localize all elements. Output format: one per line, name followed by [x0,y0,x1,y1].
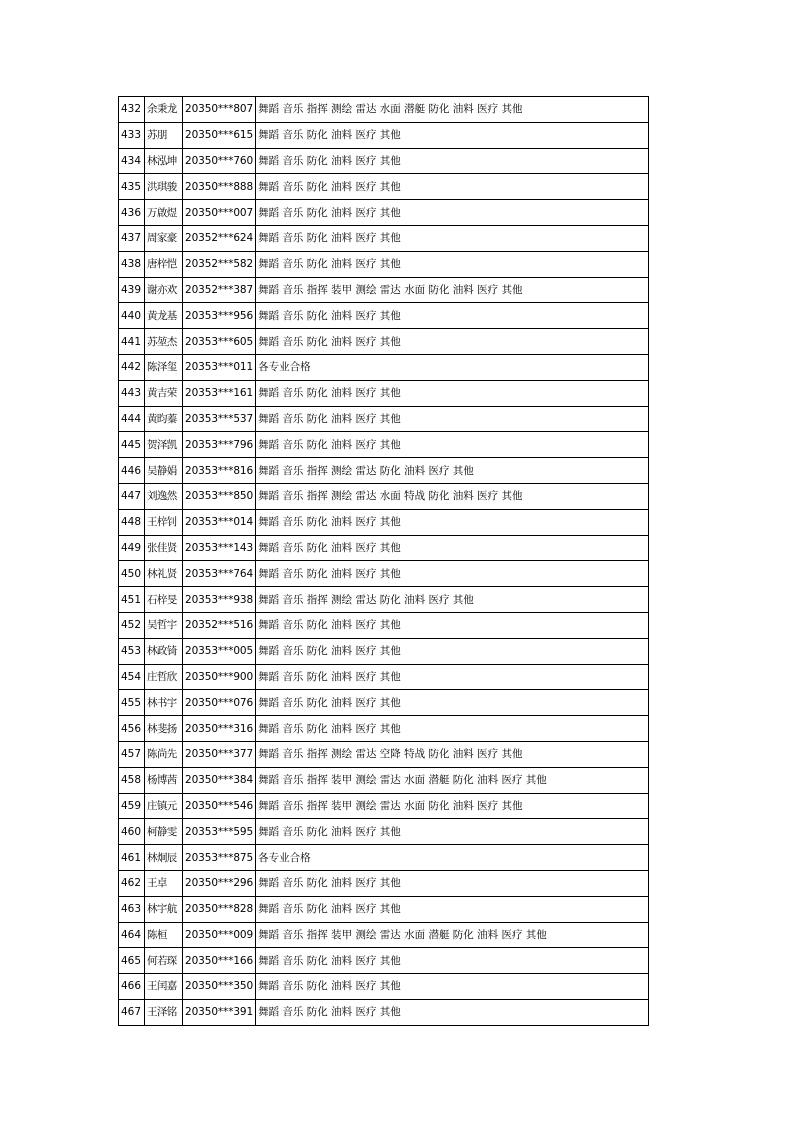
result-items-cell: 舞蹈 音乐 防化 油料 医疗 其他 [256,406,649,432]
row-number-cell: 462 [119,870,145,896]
student-name-cell: 王泽铭 [145,999,183,1025]
student-name-cell: 何若琛 [145,948,183,974]
student-name-cell: 黄龙基 [145,303,183,329]
student-id-cell: 20350***377 [183,741,256,767]
result-items-cell: 舞蹈 音乐 防化 油料 医疗 其他 [256,122,649,148]
table-row [119,200,649,226]
student-name-cell: 石梓旻 [145,587,183,613]
student-id-cell: 20353***850 [183,483,256,509]
table-row [119,277,649,303]
student-name-cell: 刘逸然 [145,483,183,509]
row-number-cell: 443 [119,380,145,406]
result-items-cell: 舞蹈 音乐 防化 油料 医疗 其他 [256,690,649,716]
result-items-cell: 舞蹈 音乐 防化 油料 医疗 其他 [256,380,649,406]
row-number-cell: 445 [119,432,145,458]
result-items-cell: 舞蹈 音乐 防化 油料 医疗 其他 [256,716,649,742]
result-items-cell: 舞蹈 音乐 指挥 测绘 雷达 空降 特战 防化 油料 医疗 其他 [256,741,649,767]
result-items-cell: 舞蹈 音乐 指挥 测绘 雷达 水面 特战 防化 油料 医疗 其他 [256,483,649,509]
table-row [119,741,649,767]
result-items-cell: 舞蹈 音乐 防化 油料 医疗 其他 [256,303,649,329]
student-id-cell: 20353***796 [183,432,256,458]
result-items-cell: 各专业合格 [256,845,649,871]
student-name-cell: 吴哲宇 [145,612,183,638]
student-id-cell: 20353***938 [183,587,256,613]
student-id-cell: 20350***316 [183,716,256,742]
student-id-cell: 20350***076 [183,690,256,716]
table-row [119,122,649,148]
student-name-cell: 庄镇元 [145,793,183,819]
student-id-cell: 20350***760 [183,148,256,174]
student-name-cell: 吴静娟 [145,458,183,484]
table-row [119,870,649,896]
student-id-cell: 20352***387 [183,277,256,303]
student-id-cell: 20350***007 [183,200,256,226]
row-number-cell: 457 [119,741,145,767]
table-row [119,251,649,277]
student-id-cell: 20350***900 [183,664,256,690]
row-number-cell: 463 [119,896,145,922]
table-row [119,380,649,406]
row-number-cell: 458 [119,767,145,793]
row-number-cell: 451 [119,587,145,613]
table-row [119,767,649,793]
student-id-cell: 20350***384 [183,767,256,793]
table-row [119,664,649,690]
student-id-cell: 20353***605 [183,329,256,355]
table-row [119,612,649,638]
row-number-cell: 441 [119,329,145,355]
row-number-cell: 432 [119,97,145,123]
table-row [119,999,649,1025]
student-id-cell: 20353***014 [183,509,256,535]
result-items-cell: 舞蹈 音乐 防化 油料 医疗 其他 [256,870,649,896]
result-items-cell: 舞蹈 音乐 指挥 测绘 雷达 防化 油料 医疗 其他 [256,587,649,613]
result-items-cell: 舞蹈 音乐 防化 油料 医疗 其他 [256,612,649,638]
result-items-cell: 舞蹈 音乐 防化 油料 医疗 其他 [256,432,649,458]
student-id-cell: 20350***546 [183,793,256,819]
table-row [119,716,649,742]
student-id-cell: 20353***161 [183,380,256,406]
result-items-cell: 舞蹈 音乐 防化 油料 医疗 其他 [256,329,649,355]
result-items-cell: 舞蹈 音乐 指挥 装甲 测绘 雷达 水面 防化 油料 医疗 其他 [256,793,649,819]
student-name-cell: 万啟煜 [145,200,183,226]
table-row [119,638,649,664]
results-table [118,96,649,1026]
result-items-cell: 舞蹈 音乐 防化 油料 医疗 其他 [256,948,649,974]
student-id-cell: 20350***350 [183,974,256,1000]
row-number-cell: 439 [119,277,145,303]
student-id-cell: 20350***615 [183,122,256,148]
result-items-cell: 舞蹈 音乐 防化 油料 医疗 其他 [256,664,649,690]
row-number-cell: 461 [119,845,145,871]
student-name-cell: 王卓 [145,870,183,896]
student-id-cell: 20350***296 [183,870,256,896]
row-number-cell: 460 [119,819,145,845]
result-items-cell: 舞蹈 音乐 防化 油料 医疗 其他 [256,509,649,535]
result-items-cell: 舞蹈 音乐 指挥 测绘 雷达 防化 油料 医疗 其他 [256,458,649,484]
result-items-cell: 舞蹈 音乐 防化 油料 医疗 其他 [256,535,649,561]
result-items-cell: 舞蹈 音乐 防化 油料 医疗 其他 [256,819,649,845]
table-row [119,225,649,251]
student-name-cell: 张佳贤 [145,535,183,561]
result-items-cell: 舞蹈 音乐 指挥 装甲 测绘 雷达 水面 潜艇 防化 油料 医疗 其他 [256,767,649,793]
student-name-cell: 贺泽凯 [145,432,183,458]
student-id-cell: 20350***391 [183,999,256,1025]
row-number-cell: 466 [119,974,145,1000]
student-name-cell: 苏堃杰 [145,329,183,355]
row-number-cell: 433 [119,122,145,148]
student-name-cell: 林宇航 [145,896,183,922]
student-name-cell: 庄哲欣 [145,664,183,690]
row-number-cell: 448 [119,509,145,535]
student-name-cell: 周家豪 [145,225,183,251]
result-items-cell: 舞蹈 音乐 防化 油料 医疗 其他 [256,638,649,664]
student-name-cell: 林炯辰 [145,845,183,871]
result-items-cell: 舞蹈 音乐 防化 油料 医疗 其他 [256,225,649,251]
student-id-cell: 20353***764 [183,561,256,587]
student-name-cell: 柯静雯 [145,819,183,845]
result-items-cell: 舞蹈 音乐 防化 油料 医疗 其他 [256,251,649,277]
student-name-cell: 林政锜 [145,638,183,664]
table-row [119,483,649,509]
row-number-cell: 449 [119,535,145,561]
student-id-cell: 20350***807 [183,97,256,123]
student-name-cell: 黄吉荣 [145,380,183,406]
student-id-cell: 20353***011 [183,354,256,380]
result-items-cell: 各专业合格 [256,354,649,380]
row-number-cell: 436 [119,200,145,226]
table-row [119,587,649,613]
student-id-cell: 20353***005 [183,638,256,664]
student-name-cell: 林书宇 [145,690,183,716]
row-number-cell: 454 [119,664,145,690]
table-row [119,354,649,380]
student-name-cell: 林礼贤 [145,561,183,587]
row-number-cell: 464 [119,922,145,948]
row-number-cell: 442 [119,354,145,380]
row-number-cell: 447 [119,483,145,509]
row-number-cell: 444 [119,406,145,432]
table-row [119,535,649,561]
row-number-cell: 465 [119,948,145,974]
student-id-cell: 20353***143 [183,535,256,561]
student-name-cell: 杨博茜 [145,767,183,793]
result-items-cell: 舞蹈 音乐 指挥 装甲 测绘 雷达 水面 防化 油料 医疗 其他 [256,277,649,303]
student-id-cell: 20353***816 [183,458,256,484]
student-id-cell: 20353***537 [183,406,256,432]
row-number-cell: 459 [119,793,145,819]
student-name-cell: 余秉龙 [145,97,183,123]
table-row [119,432,649,458]
row-number-cell: 438 [119,251,145,277]
student-id-cell: 20350***828 [183,896,256,922]
student-id-cell: 20352***582 [183,251,256,277]
student-name-cell: 王闰嘉 [145,974,183,1000]
row-number-cell: 440 [119,303,145,329]
result-items-cell: 舞蹈 音乐 防化 油料 医疗 其他 [256,974,649,1000]
result-items-cell: 舞蹈 音乐 防化 油料 医疗 其他 [256,174,649,200]
student-name-cell: 谢亦欢 [145,277,183,303]
student-name-cell: 黄昀蓁 [145,406,183,432]
table-row [119,148,649,174]
table-row [119,974,649,1000]
result-items-cell: 舞蹈 音乐 防化 油料 医疗 其他 [256,896,649,922]
row-number-cell: 434 [119,148,145,174]
row-number-cell: 467 [119,999,145,1025]
row-number-cell: 446 [119,458,145,484]
student-name-cell: 苏朋 [145,122,183,148]
student-name-cell: 唐梓恺 [145,251,183,277]
table-row [119,819,649,845]
table-row [119,561,649,587]
table-row [119,896,649,922]
table-row [119,793,649,819]
result-items-cell: 舞蹈 音乐 指挥 装甲 测绘 雷达 水面 潜艇 防化 油料 医疗 其他 [256,922,649,948]
table-row [119,303,649,329]
student-id-cell: 20352***624 [183,225,256,251]
student-id-cell: 20350***166 [183,948,256,974]
row-number-cell: 453 [119,638,145,664]
student-name-cell: 陈泽玺 [145,354,183,380]
result-items-cell: 舞蹈 音乐 防化 油料 医疗 其他 [256,999,649,1025]
row-number-cell: 437 [119,225,145,251]
table-row [119,690,649,716]
student-id-cell: 20350***009 [183,922,256,948]
table-row [119,948,649,974]
student-name-cell: 洪琪骏 [145,174,183,200]
student-name-cell: 陈桓 [145,922,183,948]
student-id-cell: 20350***888 [183,174,256,200]
result-items-cell: 舞蹈 音乐 防化 油料 医疗 其他 [256,561,649,587]
student-id-cell: 20352***516 [183,612,256,638]
table-row [119,174,649,200]
table-row [119,922,649,948]
student-name-cell: 林泓坤 [145,148,183,174]
row-number-cell: 456 [119,716,145,742]
table-row [119,458,649,484]
student-id-cell: 20353***875 [183,845,256,871]
result-items-cell: 舞蹈 音乐 防化 油料 医疗 其他 [256,200,649,226]
result-items-cell: 舞蹈 音乐 防化 油料 医疗 其他 [256,148,649,174]
result-items-cell: 舞蹈 音乐 指挥 测绘 雷达 水面 潜艇 防化 油料 医疗 其他 [256,97,649,123]
row-number-cell: 450 [119,561,145,587]
student-name-cell: 王梓钊 [145,509,183,535]
table-row [119,329,649,355]
table-row [119,509,649,535]
student-id-cell: 20353***595 [183,819,256,845]
table-row [119,845,649,871]
student-name-cell: 陈尚先 [145,741,183,767]
results-table-body [119,97,649,1026]
student-name-cell: 林斐扬 [145,716,183,742]
table-row [119,406,649,432]
row-number-cell: 455 [119,690,145,716]
table-row [119,97,649,123]
row-number-cell: 435 [119,174,145,200]
student-id-cell: 20353***956 [183,303,256,329]
row-number-cell: 452 [119,612,145,638]
